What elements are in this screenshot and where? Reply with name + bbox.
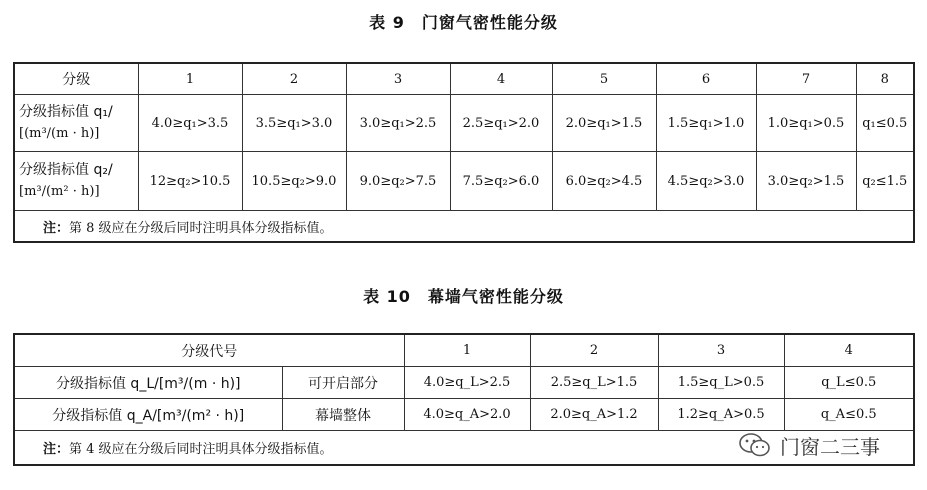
table9-grade-3: 3 (346, 63, 450, 95)
note-text: 第 8 级应在分级后同时注明具体分级指标值。 (69, 220, 333, 236)
row-label-line1: 分级指标值 q₂/ (19, 162, 113, 178)
table10-title: 表 10 幕墙气密性能分级 (363, 287, 564, 306)
table-row (14, 95, 914, 152)
table-cell: 6.0≥q₂>4.5 (552, 152, 656, 211)
table-cell: 2.0≥q_A>1.2 (530, 399, 658, 431)
table-row (14, 367, 914, 399)
table9-grade-4: 4 (450, 63, 552, 95)
table-cell: q₁≤0.5 (856, 95, 914, 152)
table-cell: 1.0≥q₁>0.5 (756, 95, 856, 152)
note-text: 第 4 级应在分级后同时注明具体分级指标值。 (69, 442, 333, 457)
row-label-line2: [(m³/(m · h)] (19, 126, 100, 141)
watermark-text: 门窗二三事 (780, 434, 880, 459)
table-cell: 1.5≥q_L>0.5 (658, 367, 784, 399)
table10-header-label: 分级代号 (14, 334, 404, 367)
table9-grade-8: 8 (856, 63, 914, 95)
table-cell: 3.0≥q₂>1.5 (756, 152, 856, 211)
table9-header-label: 分级 (14, 63, 138, 95)
table-cell: 4.0≥q_A>2.0 (404, 399, 530, 431)
table-cell: 12≥q₂>10.5 (138, 152, 242, 211)
table9-header-row (14, 63, 914, 95)
table-cell: 10.5≥q₂>9.0 (242, 152, 346, 211)
table10-grade-2: 2 (530, 334, 658, 367)
table9-title: 表 9 门窗气密性能分级 (369, 13, 558, 32)
table-cell: 3.0≥q₁>2.5 (346, 95, 450, 152)
table10-grade-3: 3 (658, 334, 784, 367)
note-prefix: 注： (43, 442, 70, 457)
table9-note-row (14, 211, 914, 243)
table-cell: 1.5≥q₁>1.0 (656, 95, 756, 152)
table-cell: 4.5≥q₂>3.0 (656, 152, 756, 211)
table-cell: 2.5≥q_L>1.5 (530, 367, 658, 399)
table-cell: 1.2≥q_A>0.5 (658, 399, 784, 431)
table9-note (14, 211, 914, 243)
table-cell: 2.5≥q₁>2.0 (450, 95, 552, 152)
table9-grade-7: 7 (756, 63, 856, 95)
row-label-line2: [m³/(m² · h)] (19, 184, 100, 199)
table9-row-q1-label (14, 95, 138, 152)
table10-row-qL-part: 可开启部分 (282, 367, 404, 399)
table10-grade-4: 4 (784, 334, 914, 367)
table9-grade-5: 5 (552, 63, 656, 95)
table-cell: q_L≤0.5 (784, 367, 914, 399)
table10-row-qA-label: 分级指标值 q_A/[m³/(m² · h)] (14, 399, 282, 431)
watermark (738, 430, 880, 460)
table-cell: 3.5≥q₁>3.0 (242, 95, 346, 152)
table-cell: 9.0≥q₂>7.5 (346, 152, 450, 211)
table10-header-row (14, 334, 914, 367)
table-cell: 2.0≥q₁>1.5 (552, 95, 656, 152)
note-prefix: 注： (43, 220, 70, 236)
row-label-line1: 分级指标值 q₁/ (19, 104, 113, 120)
table-cell: q_A≤0.5 (784, 399, 914, 431)
table10-row-qA-part: 幕墙整体 (282, 399, 404, 431)
table-cell: 4.0≥q_L>2.5 (404, 367, 530, 399)
table9-grade-6: 6 (656, 63, 756, 95)
wechat-logo-icon (738, 432, 772, 458)
table9-row-q2-label (14, 152, 138, 211)
table9-grade-1: 1 (138, 63, 242, 95)
table-cell: 4.0≥q₁>3.5 (138, 95, 242, 152)
table-row (14, 152, 914, 211)
table-cell: 7.5≥q₂>6.0 (450, 152, 552, 211)
table10-row-qL-label: 分级指标值 q_L/[m³/(m · h)] (14, 367, 282, 399)
table-row (14, 399, 914, 431)
table10-grade-1: 1 (404, 334, 530, 367)
table-cell: q₂≤1.5 (856, 152, 914, 211)
table9-air-tightness-windows-doors (13, 62, 915, 243)
table9-grade-2: 2 (242, 63, 346, 95)
